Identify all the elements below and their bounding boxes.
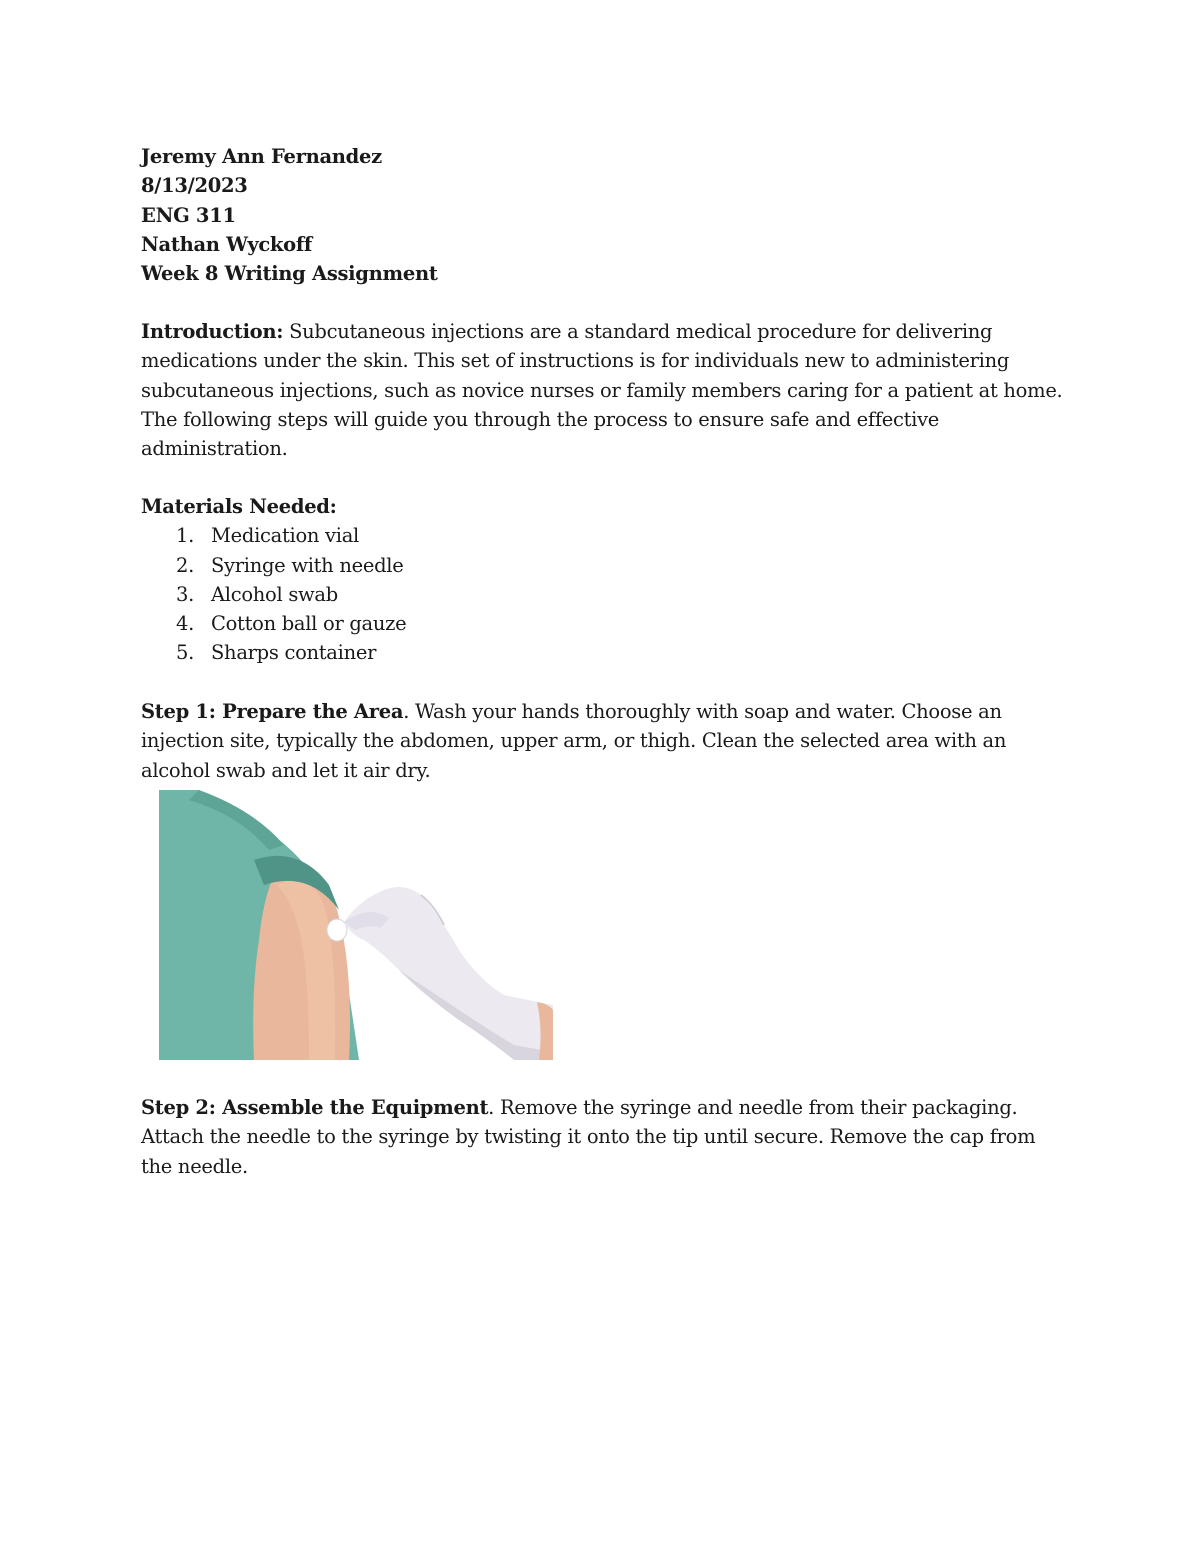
step-2-paragraph	[141, 1093, 1071, 1181]
instructor-name: Nathan Wyckoff	[141, 232, 313, 256]
step-2-text: . Remove the syringe and needle from their packaging. Attach the needle to the syringe by twisting it onto the tip until secure. Remove the cap from the needle.	[141, 1096, 1036, 1178]
list-item	[141, 521, 1071, 550]
assignment-date: 8/13/2023	[141, 174, 248, 198]
list-item-number: 5.	[176, 641, 195, 665]
list-item	[141, 551, 1071, 580]
step-2-label: Step 2: Assemble the Equipment	[141, 1096, 489, 1119]
course-code: ENG 311	[141, 203, 236, 227]
materials-title: Materials Needed:	[141, 495, 337, 518]
list-item-label: Sharps container	[211, 641, 377, 665]
step-1-paragraph	[141, 697, 1071, 785]
list-item-label: Syringe with needle	[211, 553, 404, 577]
injection-site-photo	[159, 790, 553, 1060]
list-item	[141, 609, 1071, 638]
list-item	[141, 638, 1071, 667]
list-item-label: Alcohol swab	[211, 582, 338, 606]
author-name: Jeremy Ann Fernandez	[141, 145, 382, 168]
introduction-text: Subcutaneous injections are a standard medical procedure for delivering medications under the skin. This set of instructions is for individuals new to administering subcutaneous injections, such as novice nurses or family members caring for a patient at home. The following steps will guide you through the process to ensure safe and effective administration.	[141, 320, 1063, 461]
list-item	[141, 580, 1071, 609]
arm-swab-illustration	[159, 790, 553, 1060]
list-item-label: Medication vial	[211, 524, 359, 548]
introduction-paragraph	[141, 317, 1071, 463]
assignment-title: Week 8 Writing Assignment	[141, 262, 438, 286]
materials-list	[141, 521, 1071, 667]
list-item-label: Cotton ball or gauze	[211, 612, 407, 636]
list-item-number: 3.	[176, 582, 195, 606]
step-1-text: . Wash your hands thoroughly with soap and water. Choose an injection site, typically the abdomen, upper arm, or thigh. Clean the selected area with an alcohol swab and let it air dry.	[141, 700, 1007, 782]
introduction-label: Introduction:	[141, 320, 284, 343]
list-item-number: 2.	[176, 553, 195, 577]
header-block	[141, 142, 1071, 288]
list-item-number: 1.	[176, 524, 195, 548]
list-item-number: 4.	[176, 612, 195, 636]
step-1-label: Step 1: Prepare the Area	[141, 700, 404, 723]
materials-section	[141, 492, 1071, 668]
